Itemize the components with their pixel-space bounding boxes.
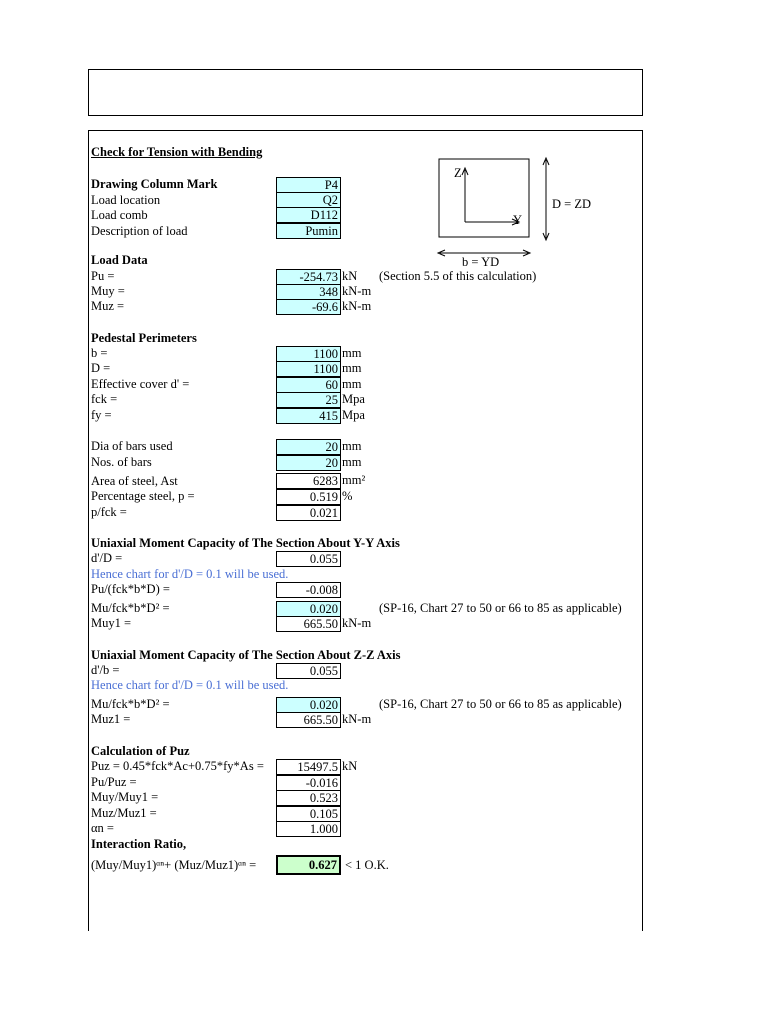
load-description-cell[interactable]: Pumin: [276, 223, 341, 239]
pu-label: Pu =: [91, 269, 115, 283]
muz-label: Muz =: [91, 299, 125, 313]
muy-unit: kN-m: [342, 284, 372, 298]
pedestal-heading: Pedestal Perimeters: [91, 331, 197, 345]
pu-puz-cell: -0.016: [276, 775, 341, 791]
pu-puz-label: Pu/Puz =: [91, 775, 137, 789]
yy-heading: Uniaxial Moment Capacity of The Section About Y-Y Axis: [91, 536, 400, 550]
muy1-cell: 665.50: [276, 616, 341, 632]
puz-unit: kN: [342, 759, 358, 773]
d-cell[interactable]: 1100: [276, 361, 341, 377]
yy-chart-hint: Hence chart for d'/D = 0.1 will be used.: [91, 567, 289, 581]
alpha-n-cell: 1.000: [276, 821, 341, 837]
interaction-heading: Interaction Ratio,: [91, 837, 187, 851]
fck-unit: Mpa: [342, 392, 365, 406]
cover-label: Effective cover d' =: [91, 377, 190, 391]
ast-cell: 6283: [276, 473, 341, 489]
muz-unit: kN-m: [342, 299, 372, 313]
d-dimension-label: D = ZD: [552, 197, 591, 211]
y-axis-label: Y: [513, 213, 523, 227]
pu-cell[interactable]: -254.73: [276, 269, 341, 285]
load-data-heading: Load Data: [91, 253, 148, 267]
muy1-unit: kN-m: [342, 616, 372, 630]
zz-heading: Uniaxial Moment Capacity of The Section About Z-Z Axis: [91, 648, 401, 662]
percent-steel-label: Percentage steel, p =: [91, 489, 195, 503]
d-label: D =: [91, 361, 111, 375]
puz-heading: Calculation of Puz: [91, 744, 190, 758]
cover-cell[interactable]: 60: [276, 377, 341, 393]
header-box: [88, 69, 643, 116]
puz-cell: 15497.5: [276, 759, 341, 775]
fy-label: fy =: [91, 408, 112, 422]
section-title: Check for Tension with Bending: [91, 145, 263, 159]
b-unit: mm: [342, 346, 362, 360]
pu-unit: kN: [342, 269, 358, 283]
p-fck-cell: 0.021: [276, 505, 341, 521]
b-label: b =: [91, 346, 108, 360]
zz-mu-cell[interactable]: 0.020: [276, 697, 341, 713]
ast-unit: mm²: [342, 473, 366, 487]
zz-mu-note: (SP-16, Chart 27 to 50 or 66 to 85 as applicable): [379, 697, 622, 711]
muy-label: Muy =: [91, 284, 125, 298]
bar-dia-unit: mm: [342, 439, 362, 453]
fy-cell[interactable]: 415: [276, 408, 341, 424]
muy-muy1-cell: 0.523: [276, 790, 341, 806]
load-location-label: Load location: [91, 193, 161, 207]
muz1-label: Muz1 =: [91, 712, 131, 726]
muz1-cell: 665.50: [276, 712, 341, 728]
fck-label: fck =: [91, 392, 118, 406]
muz-muz1-label: Muz/Muz1 =: [91, 806, 157, 820]
column-mark-cell[interactable]: P4: [276, 177, 341, 193]
load-comb-label: Load comb: [91, 208, 148, 222]
muz-muz1-cell: 0.105: [276, 806, 341, 822]
bar-dia-cell[interactable]: 20: [276, 439, 341, 455]
alpha-n-label: αn =: [91, 821, 114, 835]
bar-count-label: Nos. of bars: [91, 455, 152, 469]
percent-steel-unit: %: [342, 489, 353, 503]
ast-label: Area of steel, Ast: [91, 474, 178, 488]
zz-chart-hint: Hence chart for d'/D = 0.1 will be used.: [91, 678, 289, 692]
zz-db-cell: 0.055: [276, 663, 341, 679]
b-dimension-label: b = YD: [462, 255, 500, 269]
yy-dD-label: d'/D =: [91, 551, 123, 565]
yy-dD-cell: 0.055: [276, 551, 341, 567]
bar-count-cell[interactable]: 20: [276, 455, 341, 471]
interaction-formula: (Muy/Muy1)ᵅⁿ+ (Muz/Muz1)ᵅⁿ =: [91, 858, 257, 872]
interaction-ratio-cell: 0.627: [276, 855, 341, 875]
zz-db-label: d'/b =: [91, 663, 120, 677]
muz-cell[interactable]: -69.6: [276, 299, 341, 315]
yy-mu-cell[interactable]: 0.020: [276, 601, 341, 617]
pu-note: (Section 5.5 of this calculation): [379, 269, 537, 283]
load-comb-cell[interactable]: D112: [276, 207, 341, 223]
cover-unit: mm: [342, 377, 362, 391]
fck-cell[interactable]: 25: [276, 392, 341, 408]
column-mark-label: Drawing Column Mark: [91, 177, 218, 191]
muz1-unit: kN-m: [342, 712, 372, 726]
fy-unit: Mpa: [342, 408, 365, 422]
bar-dia-label: Dia of bars used: [91, 439, 173, 453]
muy-cell[interactable]: 348: [276, 284, 341, 300]
yy-pu-label: Pu/(fck*b*D) =: [91, 582, 170, 596]
zz-mu-label: Mu/fck*b*D² =: [91, 697, 170, 711]
interaction-result: < 1 O.K.: [345, 858, 389, 872]
yy-pu-cell: -0.008: [276, 582, 341, 598]
muy1-label: Muy1 =: [91, 616, 132, 630]
percent-steel-cell: 0.519: [276, 489, 341, 505]
p-fck-label: p/fck =: [91, 505, 127, 519]
load-location-cell[interactable]: Q2: [276, 192, 341, 208]
d-unit: mm: [342, 361, 362, 375]
yy-mu-label: Mu/fck*b*D² =: [91, 601, 170, 615]
muy-muy1-label: Muy/Muy1 =: [91, 790, 159, 804]
z-axis-label: Z: [454, 166, 462, 180]
puz-label: Puz = 0.45*fck*Ac+0.75*fy*As =: [91, 759, 264, 773]
bar-count-unit: mm: [342, 455, 362, 469]
b-cell[interactable]: 1100: [276, 346, 341, 362]
load-description-label: Description of load: [91, 224, 188, 238]
yy-mu-note: (SP-16, Chart 27 to 50 or 66 to 85 as applicable): [379, 601, 622, 615]
